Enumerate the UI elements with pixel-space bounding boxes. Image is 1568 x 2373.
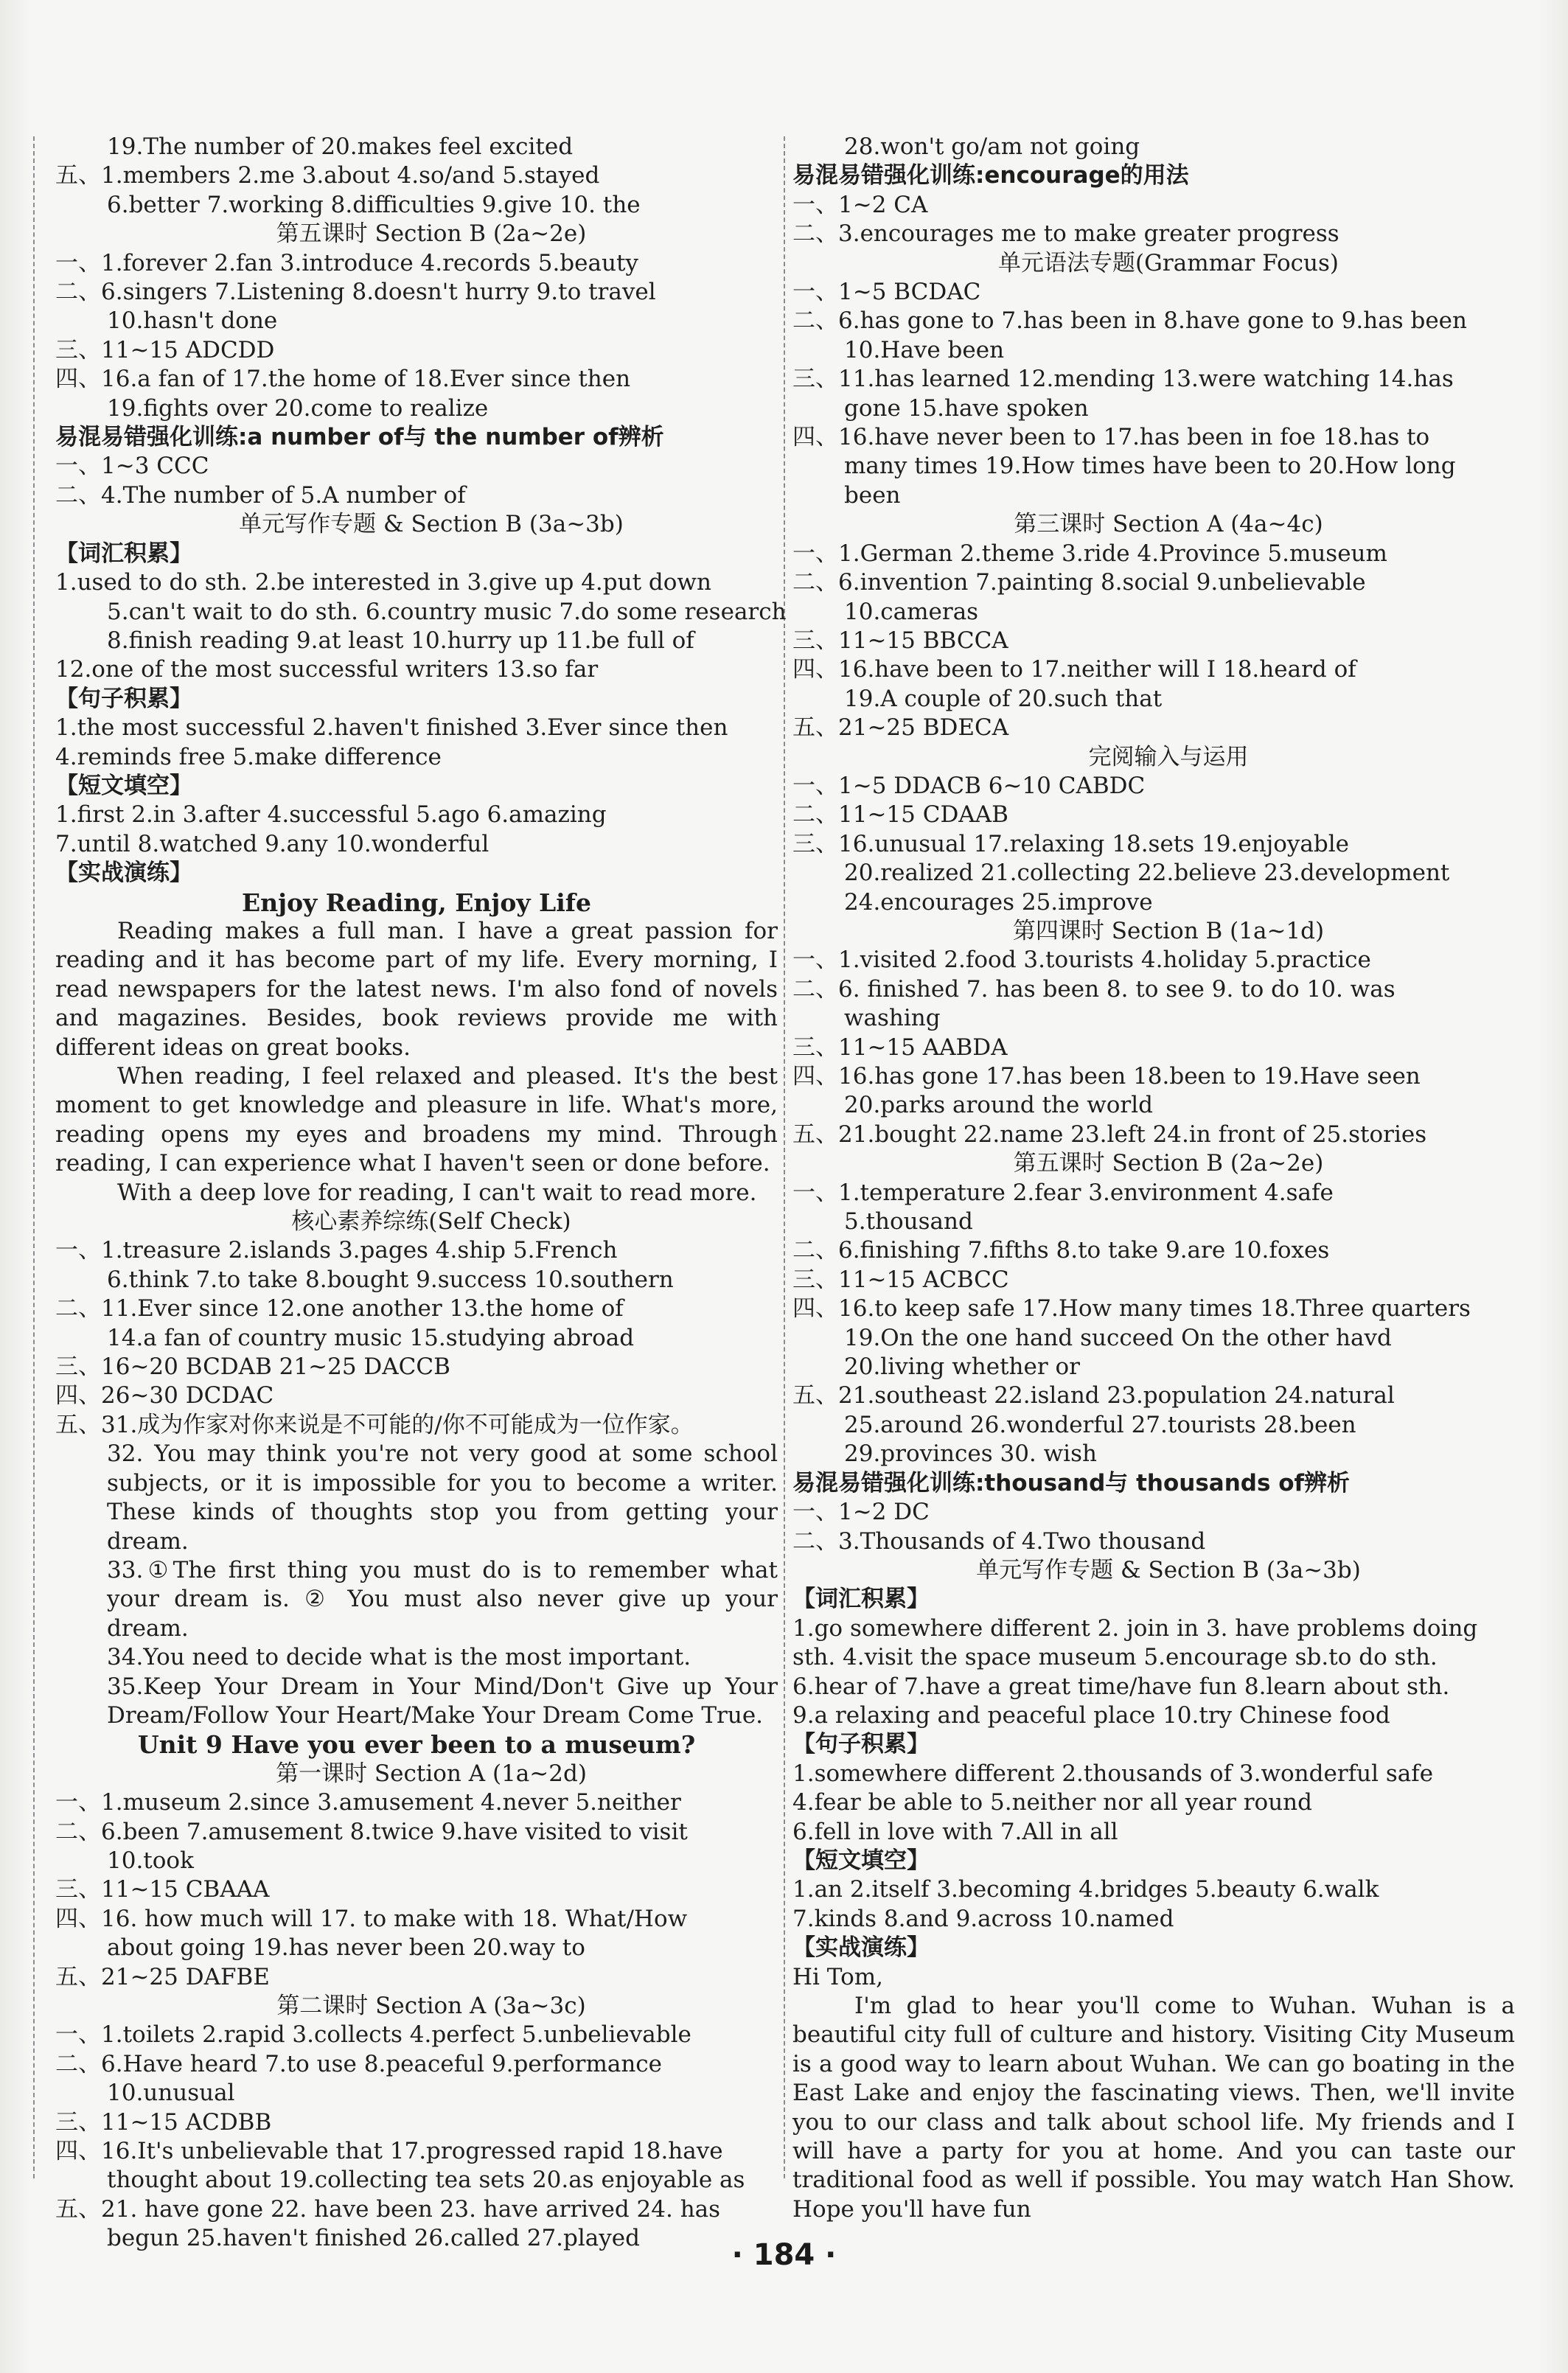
right-line: 20.realized 21.collecting 22.believe 23.development bbox=[844, 860, 1450, 887]
left-line: 二、4.The number of 5.A number of bbox=[55, 481, 466, 509]
right-line: 19.On the one hand succeed On the other havd bbox=[844, 1324, 1392, 1351]
left-line: Unit 9 Have you ever been to a museum? bbox=[137, 1730, 696, 1760]
left-line: 14.a fan of country music 15.studying abroad bbox=[107, 1324, 635, 1351]
left-line: 10.hasn't done bbox=[107, 307, 278, 335]
right-line: 【短文填空】 bbox=[792, 1847, 930, 1874]
right-line: 三、11~15 BBCCA bbox=[792, 627, 1008, 654]
left-line: 【句子积累】 bbox=[55, 685, 192, 712]
right-line: 第五课时 Section B (2a~2e) bbox=[1013, 1150, 1324, 1177]
right-line: 四、16.have never been to 17.has been in foe 18.has to bbox=[792, 424, 1430, 451]
right-line: 二、6.invention 7.painting 8.social 9.unbelievable bbox=[792, 569, 1366, 596]
left-line: 7.until 8.watched 9.any 10.wonderful bbox=[55, 830, 489, 857]
left-line: 33.①The first thing you must do is to remember what your dream is. ② You must also never give up your dream. bbox=[107, 1556, 778, 1642]
left-line: Reading makes a full man. I have a great passion for reading and it has become part of my life. Every morning, I read newspapers for the latest news. I'm also fond of novels and magazines. Besides, book reviews provide me with different ideas on great books. bbox=[55, 917, 778, 1061]
right-line: 三、16.unusual 17.relaxing 18.sets 19.enjoyable bbox=[792, 830, 1350, 857]
right-line: 29.provinces 30. wish bbox=[844, 1440, 1097, 1468]
left-line: 三、11~15 ACDBB bbox=[55, 2108, 272, 2136]
right-line: 24.encourages 25.improve bbox=[844, 888, 1153, 916]
right-line: 一、1~5 BCDAC bbox=[792, 279, 981, 306]
left-line: 三、11~15 CBAAA bbox=[55, 1876, 270, 1903]
left-line: 一、1.toilets 2.rapid 3.collects 4.perfect 5.unbelievable bbox=[55, 2021, 691, 2049]
right-line: 10.cameras bbox=[844, 598, 979, 625]
left-line: 第一课时 Section A (1a~2d) bbox=[276, 1760, 587, 1787]
right-line: 1.go somewhere different 2. join in 3. have problems doing bbox=[792, 1614, 1478, 1642]
left-line: 二、6.singers 7.Listening 8.doesn't hurry 9.to travel bbox=[55, 279, 656, 306]
right-line: gone 15.have spoken bbox=[844, 394, 1089, 422]
right-line: 1.an 2.itself 3.becoming 4.bridges 5.beauty 6.walk bbox=[792, 1876, 1379, 1903]
right-line: 一、1~2 DC bbox=[792, 1499, 930, 1526]
right-line: 第四课时 Section B (1a~1d) bbox=[1012, 917, 1325, 944]
right-line: 易混易错强化训练:encourage的用法 bbox=[792, 162, 1189, 189]
left-line: 第五课时 Section B (2a~2e) bbox=[276, 220, 587, 248]
left-line: 1.first 2.in 3.after 4.successful 5.ago 6.amazing bbox=[55, 801, 607, 829]
right-line: 三、11.has learned 12.mending 13.were watching 14.has bbox=[792, 366, 1454, 393]
right-line: 三、11~15 ACBCC bbox=[792, 1266, 1009, 1293]
right-line: 4.fear be able to 5.neither nor all year round bbox=[792, 1789, 1312, 1816]
left-line: With a deep love for reading, I can't wait to read more. bbox=[117, 1179, 757, 1206]
left-line: 10.took bbox=[107, 1847, 194, 1874]
right-line: 20.parks around the world bbox=[844, 1092, 1153, 1119]
left-line: Enjoy Reading, Enjoy Life bbox=[242, 888, 591, 917]
left-line: 核心素养综练(Self Check) bbox=[291, 1208, 571, 1236]
right-line: 9.a relaxing and peaceful place 10.try Chinese food bbox=[792, 1701, 1390, 1729]
right-line: washing bbox=[844, 1005, 941, 1032]
right-line: 一、1.German 2.theme 3.ride 4.Province 5.museum bbox=[792, 540, 1387, 567]
left-line: 五、21~25 DAFBE bbox=[55, 1963, 270, 1990]
right-line: 【实战演练】 bbox=[792, 1934, 930, 1962]
right-line: Hi Tom, bbox=[792, 1963, 883, 1990]
left-line: 19.The number of 20.makes feel excited bbox=[107, 133, 574, 160]
right-line: 二、3.encourages me to make greater progress bbox=[792, 220, 1339, 248]
left-line: 32. You may think you're not very good at some school subjects, or it is impossible for you to become a writer. These kinds of thoughts stop you from getting your dream. bbox=[107, 1440, 778, 1555]
left-line: 四、16. how much will 17. to make with 18. What/How bbox=[55, 1905, 688, 1932]
left-line: 一、1.treasure 2.islands 3.pages 4.ship 5.French bbox=[55, 1237, 618, 1264]
right-line: 【句子积累】 bbox=[792, 1731, 930, 1758]
left-line: 二、6.been 7.amusement 8.twice 9.have visited to visit bbox=[55, 1818, 688, 1845]
left-line: 四、26~30 DCDAC bbox=[55, 1382, 274, 1409]
right-line: 20.living whether or bbox=[844, 1353, 1080, 1381]
right-line: 第三课时 Section A (4a~4c) bbox=[1014, 511, 1323, 538]
left-line: 6.think 7.to take 8.bought 9.success 10.southern bbox=[107, 1266, 674, 1293]
right-line: 五、21.southeast 22.island 23.population 24.natural bbox=[792, 1382, 1395, 1409]
right-line: been bbox=[844, 481, 901, 509]
right-line: 易混易错强化训练:thousand与 thousands of辨析 bbox=[792, 1469, 1350, 1496]
right-line: 一、1~5 DDACB 6~10 CABDC bbox=[792, 772, 1146, 799]
left-line: 10.unusual bbox=[107, 2080, 235, 2107]
right-line: 二、6. finished 7. has been 8. to see 9. to do 10. was bbox=[792, 975, 1395, 1003]
right-line: 五、21.bought 22.name 23.left 24.in front of 25.stories bbox=[792, 1121, 1427, 1148]
right-line: 二、3.Thousands of 4.Two thousand bbox=[792, 1527, 1206, 1555]
right-line: I'm glad to hear you'll come to Wuhan. Wuhan is a beautiful city full of culture and history. Visiting City Museum is a good way to learn about Wuhan. We can go boating in the East Lake and enjoy the fascinating views. Then, we'll invite you to our class and talk about school life. My friends and I will have a party for you at home. And you can taste our traditional food as well if possible. You may watch Han Show. Hope you'll have fun bbox=[792, 1993, 1515, 2223]
right-line: 7.kinds 8.and 9.across 10.named bbox=[792, 1905, 1174, 1932]
right-line: 四、16.has gone 17.has been 18.been to 19.Have seen bbox=[792, 1063, 1421, 1090]
left-line: 1.the most successful 2.haven't finished 3.Ever since then bbox=[55, 714, 728, 742]
right-line: 二、11~15 CDAAB bbox=[792, 801, 1008, 829]
right-line: 三、11~15 AABDA bbox=[792, 1034, 1008, 1061]
left-line: about going 19.has never been 20.way to bbox=[107, 1934, 585, 1962]
right-line: 1.somewhere different 2.thousands of 3.wonderful safe bbox=[792, 1760, 1434, 1787]
left-line: 二、6.Have heard 7.to use 8.peaceful 9.performance bbox=[55, 2050, 662, 2077]
right-line: 四、16.have been to 17.neither will I 18.heard of bbox=[792, 656, 1356, 683]
left-line: 单元写作专题 & Section B (3a~3b) bbox=[239, 511, 624, 538]
left-line: 三、11~15 ADCDD bbox=[55, 336, 275, 363]
right-column bbox=[792, 133, 1515, 2224]
page-number: · 184 · bbox=[731, 2238, 837, 2272]
left-line: 【短文填空】 bbox=[55, 772, 192, 799]
left-line: 8.finish reading 9.at least 10.hurry up 11.be full of bbox=[107, 627, 694, 654]
left-line: thought about 19.collecting tea sets 20.as enjoyable as bbox=[107, 2167, 745, 2194]
left-line: 34.You need to decide what is the most important. bbox=[107, 1644, 691, 1671]
left-line: 五、21. have gone 22. have been 23. have arrived 24. has bbox=[55, 2195, 721, 2223]
left-line: 19.fights over 20.come to realize bbox=[107, 394, 489, 422]
right-line: 单元写作专题 & Section B (3a~3b) bbox=[976, 1556, 1361, 1583]
right-line: 25.around 26.wonderful 27.tourists 28.been bbox=[844, 1411, 1356, 1438]
right-line: 【词汇积累】 bbox=[792, 1586, 930, 1613]
left-line: 五、31.成为作家对你来说是不可能的/你不可能成为一位作家。 bbox=[55, 1411, 694, 1438]
column-divider bbox=[784, 136, 785, 2178]
right-line: 6.hear of 7.have a great time/have fun 8.learn about sth. bbox=[792, 1673, 1450, 1700]
right-line: 四、16.to keep safe 17.How many times 18.Three quarters bbox=[792, 1295, 1471, 1323]
left-line: 一、1~3 CCC bbox=[55, 453, 209, 480]
left-line: begun 25.haven't finished 26.called 27.played bbox=[107, 2225, 640, 2252]
right-line: 一、1.visited 2.food 3.tourists 4.holiday 5.practice bbox=[792, 947, 1371, 974]
left-line: 35.Keep Your Dream in Your Mind/Don't Give up Your Dream/Follow Your Heart/Make Your Dream Come True. bbox=[107, 1673, 778, 1729]
left-line: 6.better 7.working 8.difficulties 9.give 10. the bbox=[107, 191, 641, 218]
left-column bbox=[55, 133, 787, 2254]
right-line: 19.A couple of 20.such that bbox=[844, 685, 1163, 712]
right-line: 5.thousand bbox=[844, 1208, 973, 1236]
left-line: 易混易错强化训练:a number of与 the number of辨析 bbox=[55, 424, 664, 451]
left-line: 【实战演练】 bbox=[55, 860, 192, 887]
right-line: many times 19.How times have been to 20.How long bbox=[844, 453, 1456, 480]
right-line: 一、1~2 CA bbox=[792, 191, 928, 218]
left-line: 1.used to do sth. 2.be interested in 3.give up 4.put down bbox=[55, 569, 711, 596]
right-line: 二、6.finishing 7.fifths 8.to take 9.are 10.foxes bbox=[792, 1237, 1330, 1264]
left-line: 12.one of the most successful writers 13.so far bbox=[55, 656, 599, 683]
right-line: 6.fell in love with 7.All in all bbox=[792, 1818, 1118, 1845]
right-line: sth. 4.visit the space museum 5.encourage sb.to do sth. bbox=[792, 1644, 1438, 1671]
left-line: 三、16~20 BCDAB 21~25 DACCB bbox=[55, 1353, 450, 1381]
right-line: 10.Have been bbox=[844, 336, 1005, 363]
right-line: 28.won't go/am not going bbox=[844, 133, 1140, 160]
right-line: 单元语法专题(Grammar Focus) bbox=[998, 249, 1339, 276]
left-line: 四、16.a fan of 17.the home of 18.Ever since then bbox=[55, 366, 631, 393]
right-line: 完阅输入与运用 bbox=[1088, 743, 1249, 770]
left-line: 5.can't wait to do sth. 6.country music 7.do some research bbox=[107, 598, 787, 625]
right-line: 五、21~25 BDECA bbox=[792, 714, 1009, 742]
left-line: When reading, I feel relaxed and pleased. It's the best moment to get knowledge and pleasure in life. What's more, reading opens my eyes and broadens my mind. Through reading, I can experience what I haven't seen or done before. bbox=[55, 1063, 778, 1177]
left-line: 五、1.members 2.me 3.about 4.so/and 5.stayed bbox=[55, 162, 600, 189]
left-line: 四、16.It's unbelievable that 17.progressed rapid 18.have bbox=[55, 2138, 723, 2165]
left-line: 4.reminds free 5.make difference bbox=[55, 743, 442, 770]
left-line: 一、1.museum 2.since 3.amusement 4.never 5.neither bbox=[55, 1789, 681, 1816]
left-line: 一、1.forever 2.fan 3.introduce 4.records 5.beauty bbox=[55, 249, 638, 276]
left-line: 二、11.Ever since 12.one another 13.the home of bbox=[55, 1295, 624, 1323]
right-line: 一、1.temperature 2.fear 3.environment 4.safe bbox=[792, 1179, 1334, 1206]
left-margin-rule bbox=[33, 136, 35, 2178]
left-line: 【词汇积累】 bbox=[55, 540, 192, 567]
left-line: 第二课时 Section A (3a~3c) bbox=[276, 1993, 586, 2019]
right-line: 二、6.has gone to 7.has been in 8.have gone to 9.has been bbox=[792, 307, 1467, 335]
